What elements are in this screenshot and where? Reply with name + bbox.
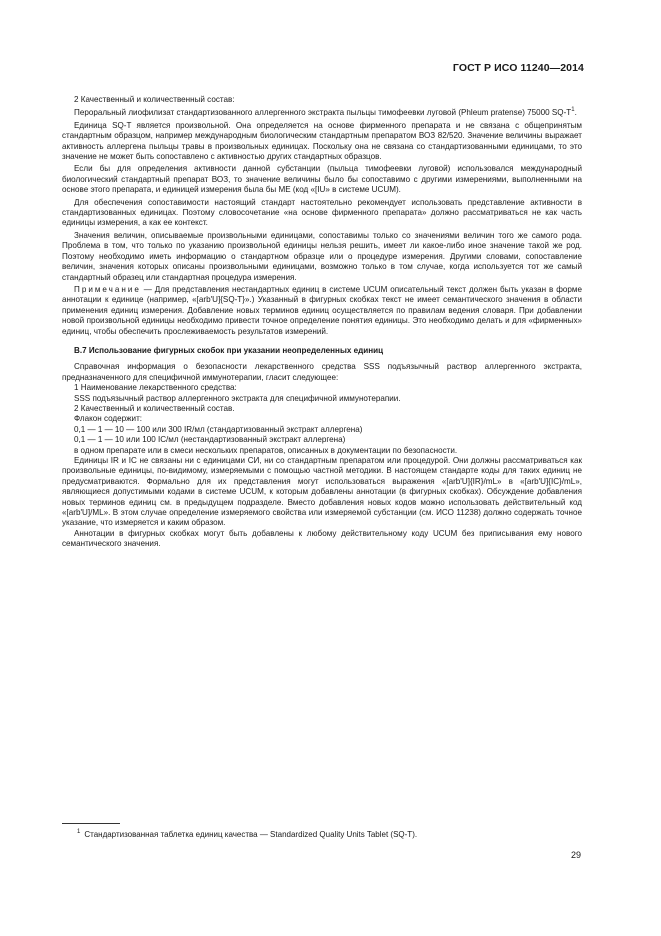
paragraph: Аннотации в фигурных скобках могут быть добавлены к любому действительному коду UCUM без приписывания ему нового семантического значения.: [62, 528, 582, 549]
main-text: [62, 95, 582, 550]
footnote-text: Стандартизованная таблетка единиц качества — Standardized Quality Units Tablet (SQ-T).: [84, 830, 418, 839]
note: [62, 285, 582, 337]
paragraph-text: Пероральный лиофилизат стандартизованного аллергенного экстракта пыльцы тимофеевки луговой (Phleum pratense) 75000 SQ-T: [74, 108, 572, 118]
paragraph: SSS подъязычный раствор аллергенного экстракта для специфичной иммунотерапии.: [74, 393, 401, 403]
paragraph: Флакон содержит:: [74, 414, 143, 424]
paragraph: Единица SQ-T является произвольной. Она определяется на основе фирменного препарата и не связана с общепринятым стандартным образцом, например международным биологическим стандартным препаратом ВОЗ 82/520. Значение величины выражает активность аллергена пыльцы травы в произвольных единицах. Поскольку она не связана со стандартизованными единицами, то это значение не может быть сопоставлено с активностью других стандартных образцов.: [62, 120, 582, 162]
paragraph: в одном препарате или в смеси нескольких препаратов, описанных в документации по безопасности.: [74, 445, 458, 455]
footnote: [62, 827, 582, 840]
note-text: — Для представления нестандартных единиц в системе UCUM описательный текст должен быть указан в форме аннотации к единице (например, «[arb'U]{SQ-T}».) Указанный в фигурных скобках текст не имеет семантического значения в области применения единиц измерения. Добавление новых терминов единиц осуществляется по правилам ведения словаря. При добавлении новой произвольной единицы необходимо привести точное определение понятия единицы. Это необходимо делать и для «фирменных» единиц, чтобы обеспечить прослеживаемость результатов измерений.: [62, 284, 582, 336]
paragraph: 0,1 — 1 — 10 — 100 или 300 IR/мл (стандартизованный экстракт аллергена): [74, 424, 363, 434]
paragraph: 2 Качественный и количественный состав.: [74, 403, 235, 413]
paragraph: Для обеспечения сопоставимости настоящий стандарт настоятельно рекомендует использовать представление активности в стандартизованных единицах. Поэтому словосочетание «на основе фирменного препарата» должно рассматриваться не как часть единицы измерения, а как ее контекст.: [62, 197, 582, 228]
page-header-title: ГОСТ Р ИСО 11240—2014: [452, 62, 584, 74]
paragraph: Единицы IR и IC не связаны ни с единицами СИ, ни со стандартным препаратом или процедурой. Они должны рассматриваться как произвольные единицы, по-видимому, измеряемыми с помощью частной методики. В настоящем стандарте коды для таких единиц не предусматриваются. Формально для их представления могут использоваться выражения «[arb'U]{IR}/mL» в «[arb'U]{IC}/mL», являющиеся допустимыми кодами в системе UCUM, к которым добавлены аннотации (в фигурных скобках). Обсуждение добавления новых терминов единиц см. в предыдущем подразделе. Вместо добавления новых кодов можно использовать действительный код «[arb'U]/ML». В этом случае определение измеряемого свойства или измеряемой субстанции (см. ИСО 11238) должно содержать точное указание, что измеряется и каким образом.: [62, 456, 582, 528]
paragraph: Справочная информация о безопасности лекарственного средства SSS подъязычный раствор аллергенного экстракта, предназначенного для специфичной иммунотерапии, гласит следующее:: [62, 362, 582, 382]
paragraph: Значения величин, описываемые произвольными единицами, сопоставимы только со значениями величин того же самого рода. Проблема в том, что только по указанию произвольной единицы нельзя решить, имеет ли какое-либо иное значение такой же род. Поэтому необходимо иметь информацию о стандартном образце или о процедуре измерения. Другими словами, сопоставление величин, значения которых описаны произвольными единицами, возможно только в том случае, когда используется тот же самый стандартный образец или стандартная процедура измерения.: [62, 230, 582, 282]
section-heading: В.7 Использование фигурных скобок при указании неопределенных единиц: [74, 345, 384, 355]
footnote-marker: 1: [571, 107, 575, 114]
footnote-divider: [62, 823, 120, 824]
paragraph: 2 Качественный и количественный состав:: [74, 95, 235, 104]
paragraph-text: .: [574, 108, 577, 118]
paragraph: 1 Наименование лекарственного средства:: [74, 383, 237, 393]
paragraph: 0,1 — 1 — 10 или 100 IC/мл (нестандартизованный экстракт аллергена): [74, 435, 346, 445]
footnote-marker: 1: [77, 829, 81, 835]
note-label: Примечание: [74, 284, 141, 294]
paragraph: Если бы для определения активности данной субстанции (пыльца тимофеевки луговой) использовался международный биологический стандартный препарат ВОЗ, то значение величины было бы сопоставимо с другими измерениями, выполненными на основе этого препарата, и единицей измерения была бы МЕ (код «[IU» в системе UCUM).: [62, 164, 582, 195]
page-number: 29: [570, 850, 581, 860]
paragraph: [62, 105, 582, 118]
